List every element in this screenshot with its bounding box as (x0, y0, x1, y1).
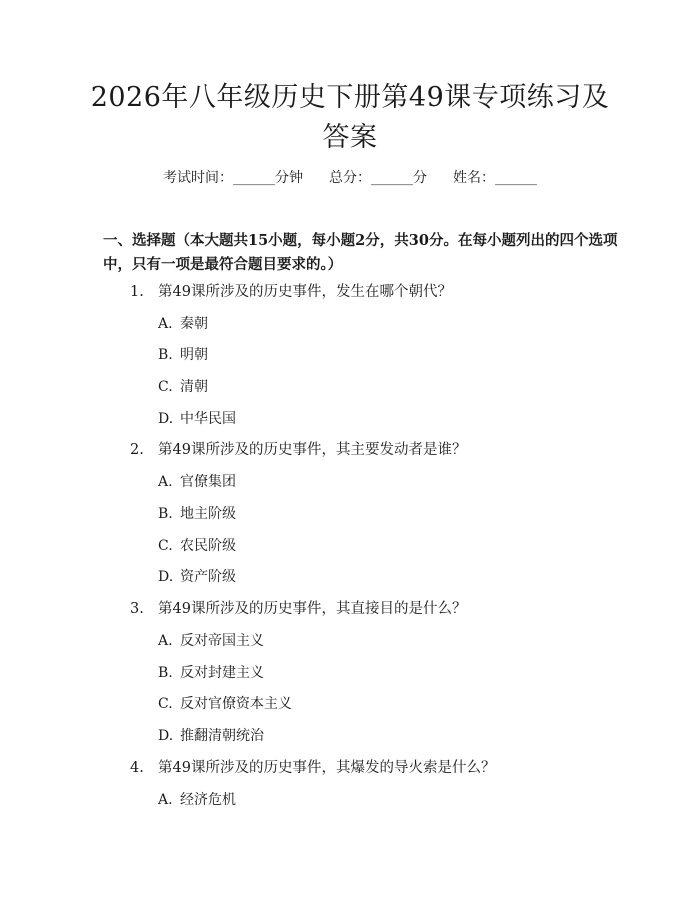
section-heading: 一、选择题（本大题共15小题，每小题2分，共30分。在每小题列出的四个选项中，只有一项是最符合题目要求的。） (103, 232, 618, 273)
name-label: 姓名： (453, 170, 495, 186)
option-text: 经济危机 (180, 792, 236, 808)
option-text: 秦朝 (180, 316, 208, 332)
option-item (158, 726, 264, 746)
question-number: 4. (130, 760, 144, 776)
question-number: 2. (130, 442, 144, 458)
option-item (158, 567, 236, 587)
question-number: 3. (130, 601, 144, 617)
option-item (158, 345, 208, 365)
name-blank: ______ (495, 170, 537, 186)
time-unit: 分钟 (275, 170, 303, 186)
option-text: 反对封建主义 (180, 665, 264, 681)
question-4 (130, 758, 495, 778)
option-letter: C. (158, 538, 173, 554)
document-title (60, 78, 640, 158)
option-text: 反对官僚资本主义 (180, 696, 292, 712)
option-letter: B. (158, 347, 173, 363)
option-item (158, 472, 236, 492)
time-label: 考试时间： (163, 170, 233, 186)
option-text: 中华民国 (180, 411, 236, 427)
option-text: 资产阶级 (180, 569, 236, 585)
question-text: 第49课所涉及的历史事件，发生在哪个朝代？ (158, 284, 452, 300)
option-text: 明朝 (180, 347, 208, 363)
question-3 (130, 599, 466, 619)
title-line-1: 2026年八年级历史下册第49课专项练习及 (90, 82, 610, 113)
title-line-2: 答案 (322, 122, 378, 153)
question-1 (130, 282, 452, 302)
option-text: 推翻清朝统治 (180, 728, 264, 744)
option-item (158, 790, 236, 810)
option-item (158, 631, 264, 651)
time-blank: ______ (233, 170, 275, 186)
question-2 (130, 440, 466, 460)
option-letter: D. (158, 569, 174, 585)
option-text: 反对帝国主义 (180, 633, 264, 649)
exam-meta-line (0, 168, 700, 188)
option-letter: B. (158, 665, 173, 681)
option-letter: A. (158, 792, 173, 808)
option-item (158, 314, 208, 334)
option-item (158, 504, 236, 524)
question-text: 第49课所涉及的历史事件，其直接目的是什么？ (158, 601, 467, 617)
option-letter: A. (158, 316, 173, 332)
option-text: 农民阶级 (180, 538, 236, 554)
option-letter: C. (158, 696, 173, 712)
option-item (158, 694, 292, 714)
question-text: 第49课所涉及的历史事件，其爆发的导火索是什么？ (158, 760, 496, 776)
option-item (158, 536, 236, 556)
score-unit: 分 (413, 170, 427, 186)
option-item (158, 409, 236, 429)
option-letter: C. (158, 379, 173, 395)
question-text: 第49课所涉及的历史事件，其主要发动者是谁？ (158, 442, 467, 458)
option-item (158, 377, 208, 397)
question-number: 1. (130, 284, 144, 300)
option-text: 官僚集团 (180, 474, 236, 490)
option-letter: A. (158, 633, 173, 649)
score-label: 总分： (329, 170, 371, 186)
option-letter: D. (158, 728, 174, 744)
option-letter: A. (158, 474, 173, 490)
option-item (158, 663, 264, 683)
option-letter: D. (158, 411, 174, 427)
option-text: 地主阶级 (180, 506, 236, 522)
score-blank: ______ (371, 170, 413, 186)
option-text: 清朝 (180, 379, 208, 395)
option-letter: B. (158, 506, 173, 522)
